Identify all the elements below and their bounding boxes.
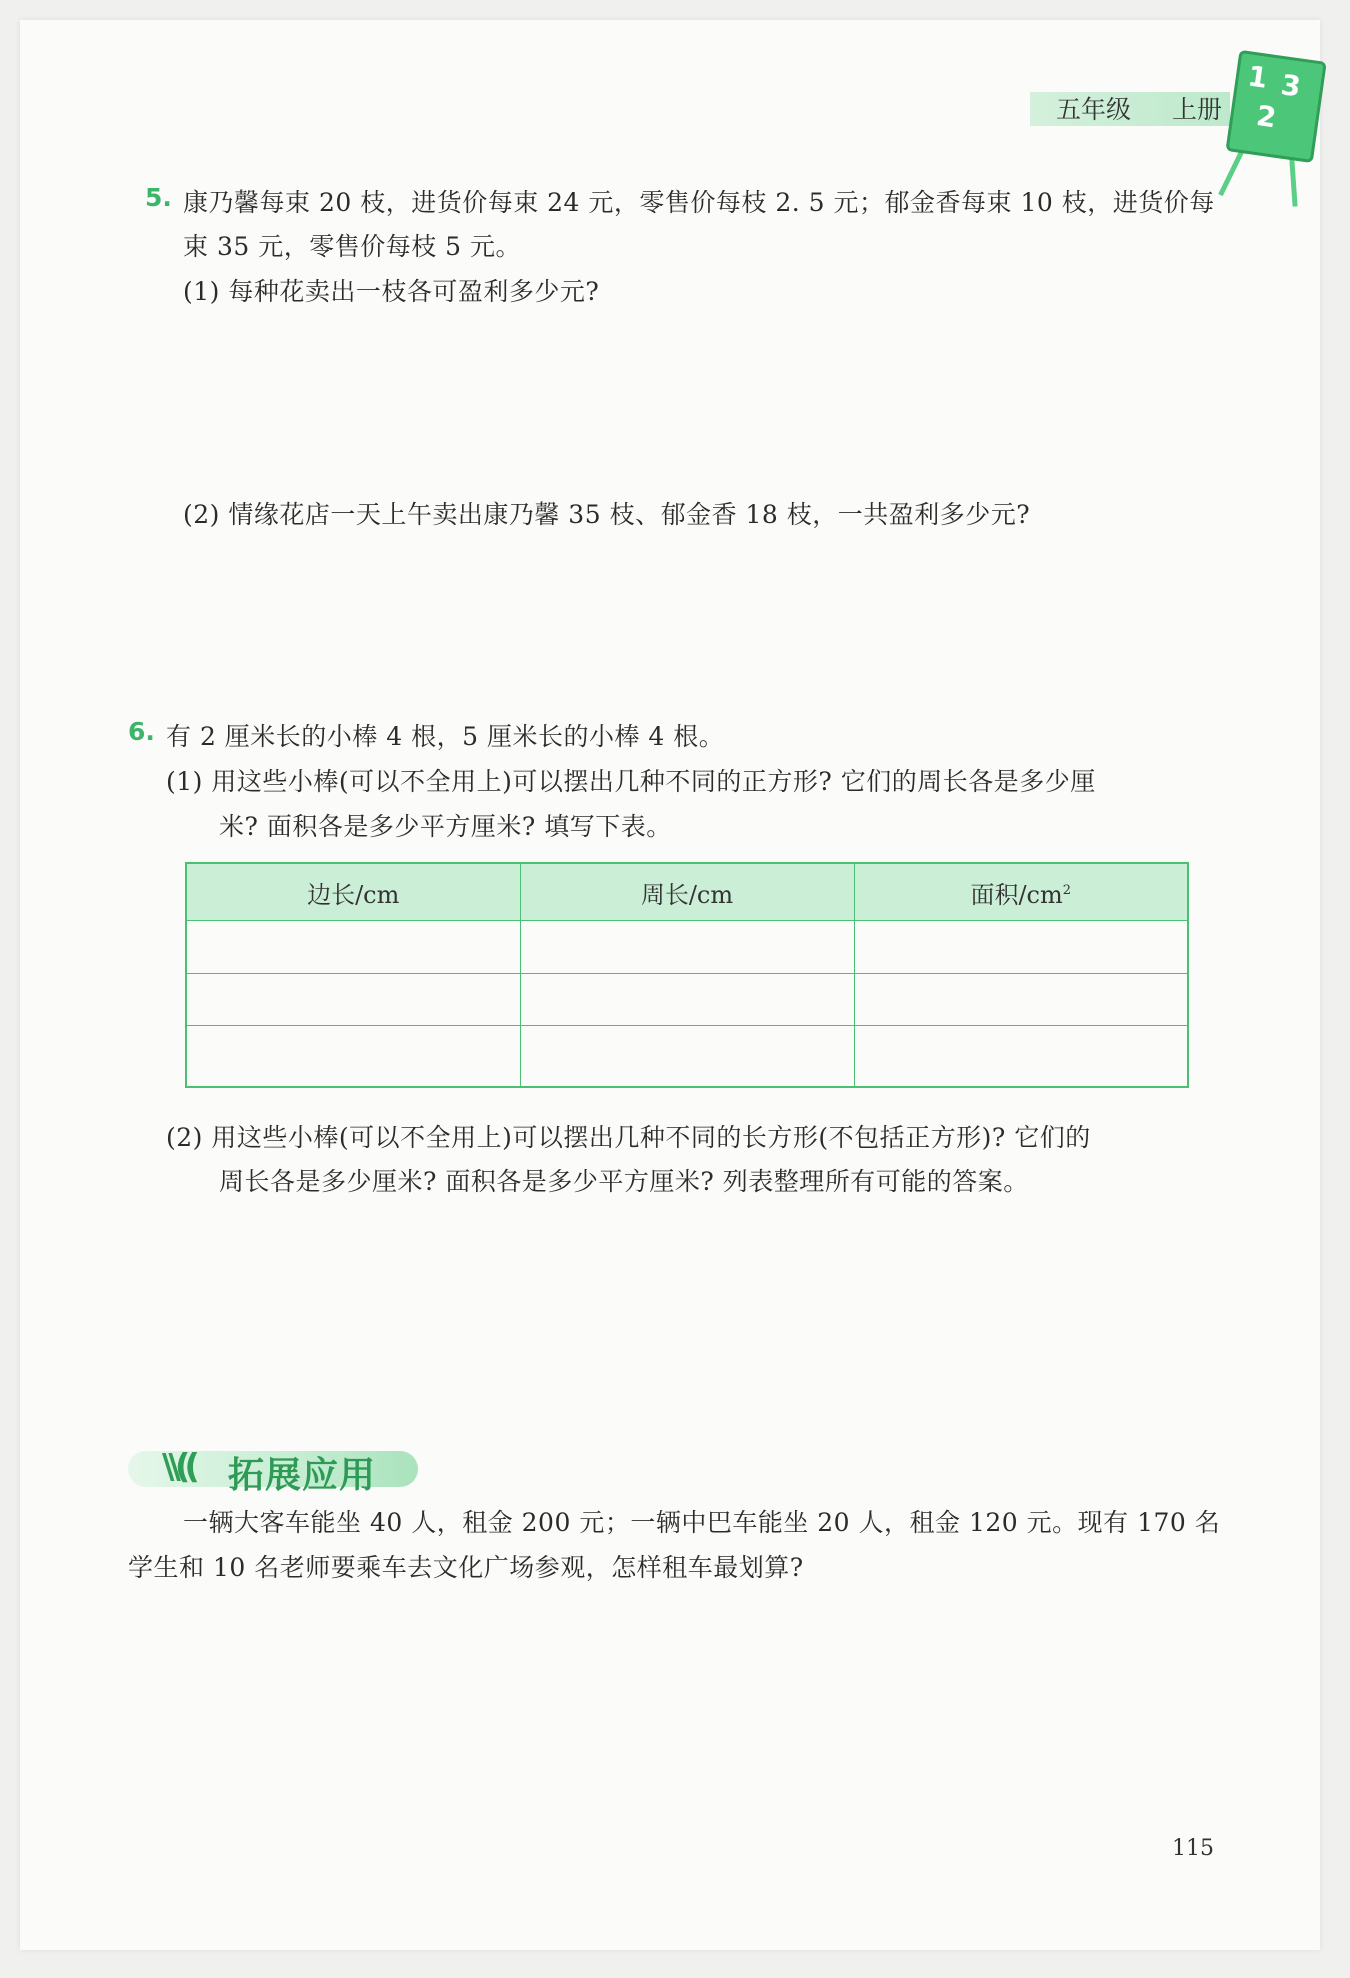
header-perimeter: 周长/cm — [520, 863, 854, 921]
question-5-part-1: (1) 每种花卖出一枝各可盈利多少元? — [183, 277, 600, 306]
question-6-number: 6. — [128, 717, 155, 746]
extension-title: 拓展应用 — [228, 1455, 377, 1496]
area-unit-exponent: 2 — [1062, 882, 1072, 898]
volume-label: 上册 — [1172, 95, 1223, 124]
sound-wave-icon: \\(( — [162, 1447, 194, 1487]
table-row — [186, 1026, 1188, 1087]
table-header-row — [186, 863, 1188, 921]
question-5-line-2: 束 35 元，零售价每枝 5 元。 — [183, 232, 522, 261]
table-cell-area[interactable] — [854, 1026, 1188, 1087]
question-5-part-2: (2) 情缘花店一天上午卖出康乃馨 35 枝、郁金香 18 枝，一共盈利多少元? — [183, 500, 1031, 529]
grade-label: 五年级 — [1056, 95, 1132, 124]
extension-line-2: 学生和 10 名老师要乘车去文化广场参观，怎样租车最划算? — [128, 1553, 804, 1582]
table-cell-area[interactable] — [854, 973, 1188, 1026]
question-5-number: 5. — [145, 183, 172, 212]
square-answer-table — [185, 862, 1189, 1088]
table-row — [186, 921, 1188, 974]
board-number-2: 3 — [1278, 68, 1303, 104]
board-number-1: 1 — [1245, 59, 1270, 95]
table-cell-perimeter[interactable] — [520, 1026, 854, 1087]
table-cell-side[interactable] — [186, 921, 520, 974]
header-side-length: 边长/cm — [186, 863, 520, 921]
page-number: 115 — [1172, 1836, 1214, 1861]
table-cell-area[interactable] — [854, 921, 1188, 974]
question-5-line-1: 康乃馨每束 20 枝，进货价每束 24 元，零售价每枝 2. 5 元；郁金香每束 10 枝，进货价每 — [183, 188, 1215, 217]
question-6-part-1-line-2: 米? 面积各是多少平方厘米? 填写下表。 — [219, 812, 672, 841]
question-6-line-1: 有 2 厘米长的小棒 4 根，5 厘米长的小棒 4 根。 — [166, 722, 725, 751]
table-cell-side[interactable] — [186, 973, 520, 1026]
question-6-part-2-line-1: (2) 用这些小棒(可以不全用上)可以摆出几种不同的长方形(不包括正方形)? 它们的 — [166, 1123, 1091, 1152]
blackboard-icon — [1225, 50, 1321, 164]
question-6-part-1-line-1: (1) 用这些小棒(可以不全用上)可以摆出几种不同的正方形? 它们的周长各是多少厘 — [166, 767, 1096, 796]
extension-line-1: 一辆大客车能坐 40 人，租金 200 元；一辆中巴车能坐 20 人，租金 120 元。现有 170 名 — [183, 1508, 1221, 1537]
header-area: 面积$/cm^2$ — [854, 863, 1188, 921]
extension-banner — [128, 1445, 424, 1496]
table-row — [186, 973, 1188, 1026]
question-6-part-2-line-2: 周长各是多少厘米? 面积各是多少平方厘米? 列表整理所有可能的答案。 — [219, 1167, 1029, 1196]
board-number-3: 2 — [1254, 98, 1279, 135]
table-cell-perimeter[interactable] — [520, 973, 854, 1026]
table-cell-perimeter[interactable] — [520, 921, 854, 974]
table-cell-side[interactable] — [186, 1026, 520, 1087]
